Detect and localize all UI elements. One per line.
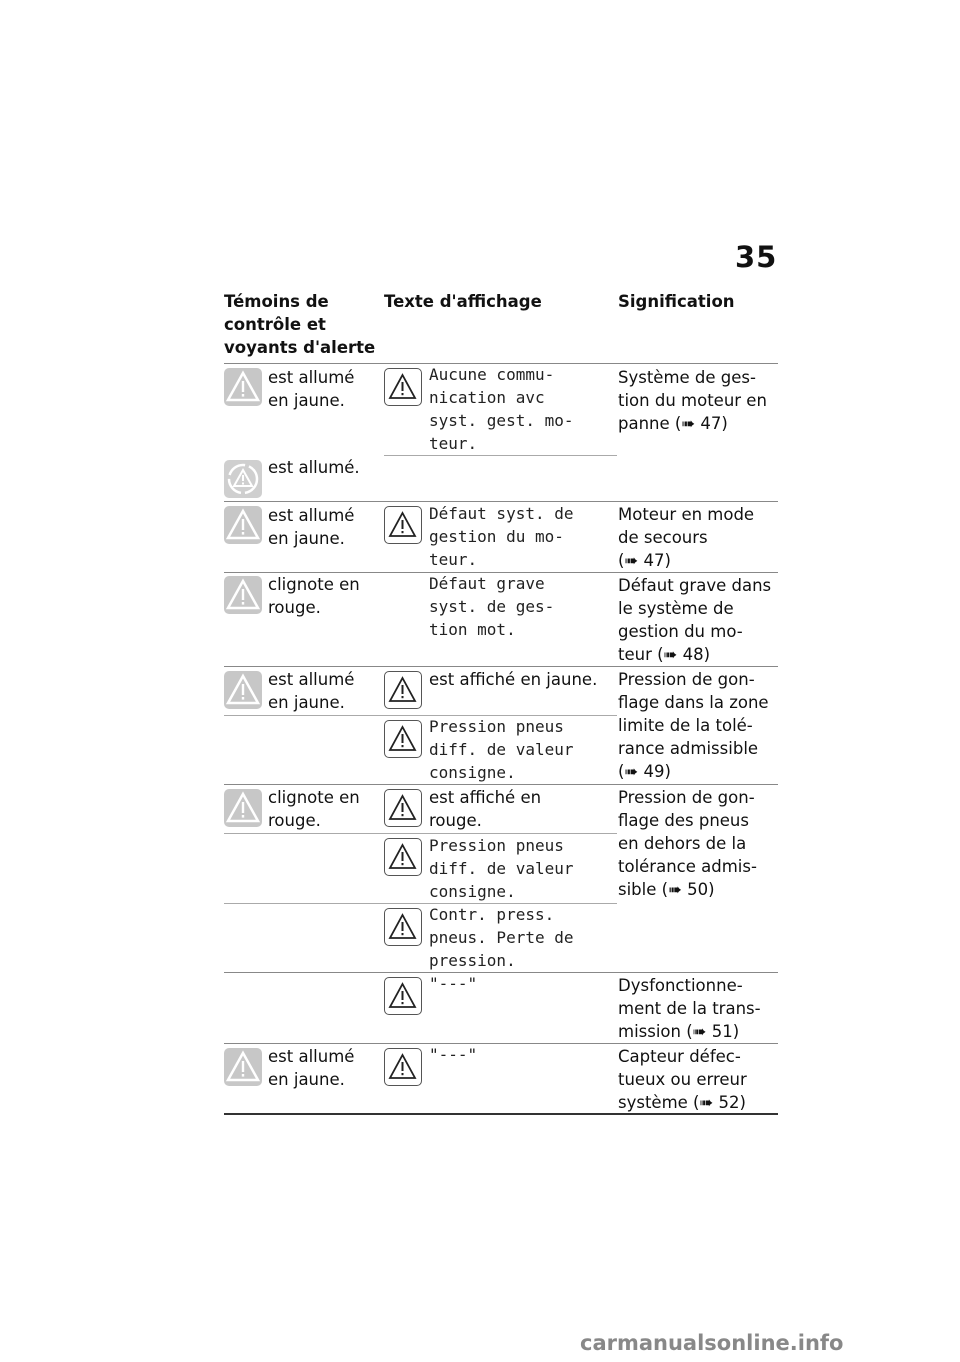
header-line: Témoins de (224, 292, 329, 311)
text-line: pneus. Perte de (429, 928, 574, 947)
text-line: clignote en (268, 788, 360, 807)
text-line: rance admissible (618, 739, 759, 758)
meaning-text (618, 574, 771, 666)
indicator-text (268, 1045, 354, 1091)
text-line: pression. (429, 951, 516, 970)
text-line: est allumé (268, 1047, 355, 1066)
text-line: (➠ 47) (618, 551, 671, 570)
text-line: est allumé (268, 368, 355, 387)
header-display-text (384, 290, 542, 313)
meaning-text (618, 1045, 747, 1114)
engine-circular-arrows-icon (224, 460, 262, 498)
text-line: limite de la tolé- (618, 716, 753, 735)
text-line: le système de (618, 599, 734, 618)
text-line: de secours (618, 528, 708, 547)
text-line: Pression pneus (429, 836, 564, 855)
warning-triangle-icon (384, 1048, 422, 1086)
text-line: diff. de valeur (429, 740, 574, 759)
table-rule (224, 972, 778, 973)
text-line: gestion du mo- (429, 527, 564, 546)
text-line: "---" (429, 974, 478, 993)
text-line: syst. de ges- (429, 597, 555, 616)
text-line: clignote en (268, 575, 360, 594)
display-text (429, 1043, 477, 1066)
text-line: en dehors de la (618, 834, 747, 853)
text-line: panne (➠ 47) (618, 414, 728, 433)
watermark[interactable]: carmanualsonline.info (580, 1331, 844, 1355)
meaning-text (618, 974, 761, 1043)
text-line: est affiché en (429, 788, 542, 807)
text-line: Défaut grave (429, 574, 545, 593)
text-line: est allumé (268, 506, 355, 525)
warning-triangle-icon (224, 368, 262, 406)
table-rule (224, 1043, 778, 1044)
meaning-text (618, 503, 754, 572)
indicator-text (268, 366, 354, 412)
warning-triangle-icon (384, 789, 422, 827)
text-line: (➠ 49) (618, 762, 671, 781)
warning-triangle-icon (384, 368, 422, 406)
display-text (429, 363, 574, 455)
text-line: Pression de gon- (618, 788, 755, 807)
text-line: sible (➠ 50) (618, 880, 715, 899)
warning-triangle-icon (384, 506, 422, 544)
text-line: consigne. (429, 763, 516, 782)
text-line: Système de ges- (618, 368, 756, 387)
text-line: en jaune. (268, 1070, 345, 1089)
text-line: Capteur défec- (618, 1047, 741, 1066)
text-line: mission (➠ 51) (618, 1022, 740, 1041)
text-line: Contr. press. (429, 905, 555, 924)
header-line: voyants d'alerte (224, 338, 376, 357)
display-text (429, 903, 574, 972)
text-line: rouge. (268, 598, 321, 617)
warning-triangle-icon (224, 576, 262, 614)
text-line: Aucune commu- (429, 365, 555, 384)
table-rule (224, 784, 778, 785)
header-indicators (224, 290, 375, 359)
text-line: ment de la trans- (618, 999, 761, 1018)
indicator-text (268, 456, 360, 479)
table-rule (224, 666, 778, 667)
warning-triangle-icon (224, 1048, 262, 1086)
text-line: teur. (429, 434, 478, 453)
display-text (429, 502, 574, 571)
text-line: "---" (429, 1045, 478, 1064)
table-rule (384, 455, 617, 456)
display-text (429, 834, 574, 903)
indicator-text (268, 504, 354, 550)
warning-triangle-icon (224, 506, 262, 544)
text-line: consigne. (429, 882, 516, 901)
text-line: système (➠ 52) (618, 1093, 746, 1112)
header-line: Signification (618, 292, 735, 311)
text-line: en jaune. (268, 529, 345, 548)
warning-triangle-icon (224, 671, 262, 709)
header-line: Texte d'affichage (384, 292, 542, 311)
text-line: diff. de valeur (429, 859, 574, 878)
indicator-text (268, 786, 360, 832)
text-line: Défaut syst. de (429, 504, 574, 523)
meaning-text (618, 668, 769, 783)
text-line: tion du moteur en (618, 391, 767, 410)
text-line: nication avc (429, 388, 545, 407)
meaning-text (618, 786, 757, 901)
display-text (429, 572, 554, 641)
display-text (429, 786, 541, 832)
text-line: Pression de gon- (618, 670, 755, 689)
text-line: est allumé. (268, 458, 360, 477)
text-line: flage dans la zone (618, 693, 769, 712)
text-line: tolérance admis- (618, 857, 757, 876)
text-line: syst. gest. mo- (429, 411, 574, 430)
warning-triangle-icon (384, 671, 422, 709)
text-line: est affiché en jaune. (429, 670, 598, 689)
display-text (429, 715, 574, 784)
warning-triangle-icon (384, 977, 422, 1015)
text-line: tion mot. (429, 620, 516, 639)
text-line: Moteur en mode (618, 505, 755, 524)
warning-triangle-icon (384, 838, 422, 876)
text-line: teur. (429, 550, 478, 569)
warning-triangle-icon (384, 908, 422, 946)
text-line: gestion du mo- (618, 622, 743, 641)
text-line: Pression pneus (429, 717, 564, 736)
text-line: tueux ou erreur (618, 1070, 747, 1089)
indicator-text (268, 668, 354, 714)
meaning-text (618, 366, 767, 435)
text-line: teur (➠ 48) (618, 645, 711, 664)
page-number: 35 (735, 240, 778, 274)
text-line: flage des pneus (618, 811, 749, 830)
warning-triangle-icon (224, 789, 262, 827)
header-meaning (618, 290, 735, 313)
display-text (429, 668, 597, 691)
text-line: en jaune. (268, 391, 345, 410)
text-line: est allumé (268, 670, 355, 689)
text-line: Défaut grave dans (618, 576, 772, 595)
indicator-text (268, 573, 360, 619)
text-line: rouge. (268, 811, 321, 830)
text-line: Dysfonctionne- (618, 976, 743, 995)
text-line: rouge. (429, 811, 482, 830)
display-text (429, 972, 477, 995)
text-line: en jaune. (268, 693, 345, 712)
header-line: contrôle et (224, 315, 326, 334)
warning-triangle-icon (384, 720, 422, 758)
